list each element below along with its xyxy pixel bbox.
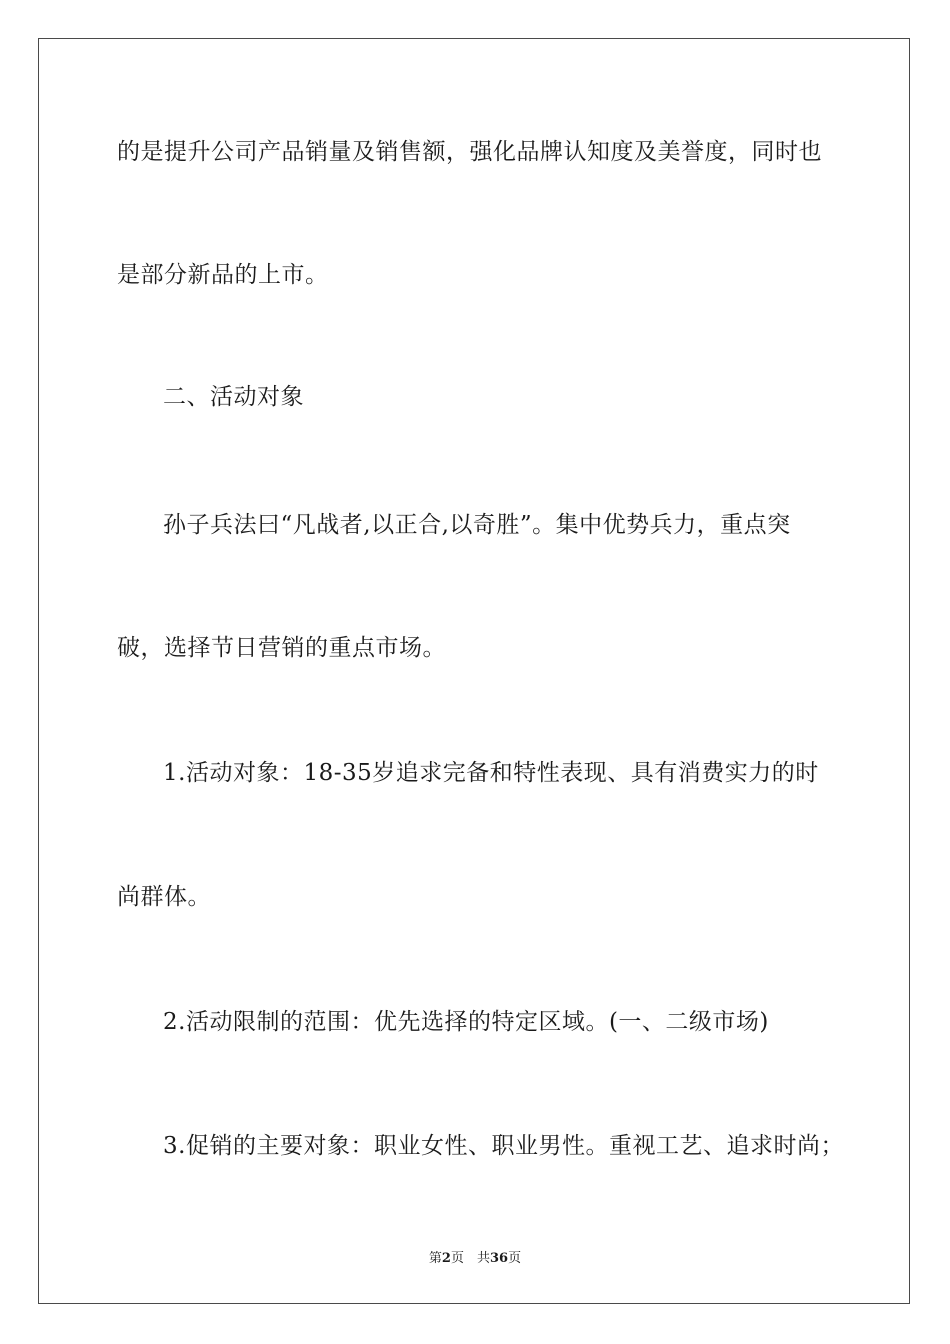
footer-prefix: 第 (428, 1251, 442, 1266)
section-heading: 二、活动对象 (163, 384, 304, 410)
paragraph-line: 破，选择节日营销的重点市场。 (117, 635, 446, 661)
page-border (38, 38, 910, 1304)
paragraph-line: 孙子兵法曰“凡战者,以正合,以奇胜”。集中优势兵力，重点突 (163, 512, 791, 538)
footer-mid: 页 共 (450, 1251, 490, 1266)
paragraph-line: 尚群体。 (117, 884, 211, 910)
page-footer (0, 1247, 950, 1266)
list-item: 3.促销的主要对象：职业女性、职业男性。重视工艺、追求时尚； (163, 1133, 844, 1159)
paragraph-line: 的是提升公司产品销量及销售额，强化品牌认知度及美誉度，同时也 (117, 139, 822, 165)
total-pages: 36 (489, 1251, 509, 1266)
list-item: 1.活动对象：18-35岁追求完备和特性表现、具有消费实力的时 (163, 760, 819, 786)
paragraph-line: 是部分新品的上市。 (117, 262, 329, 288)
list-item: 2.活动限制的范围：优先选择的特定区域。(一、二级市场) (163, 1009, 769, 1035)
current-page-number: 2 (441, 1251, 451, 1266)
footer-suffix: 页 (508, 1251, 522, 1266)
